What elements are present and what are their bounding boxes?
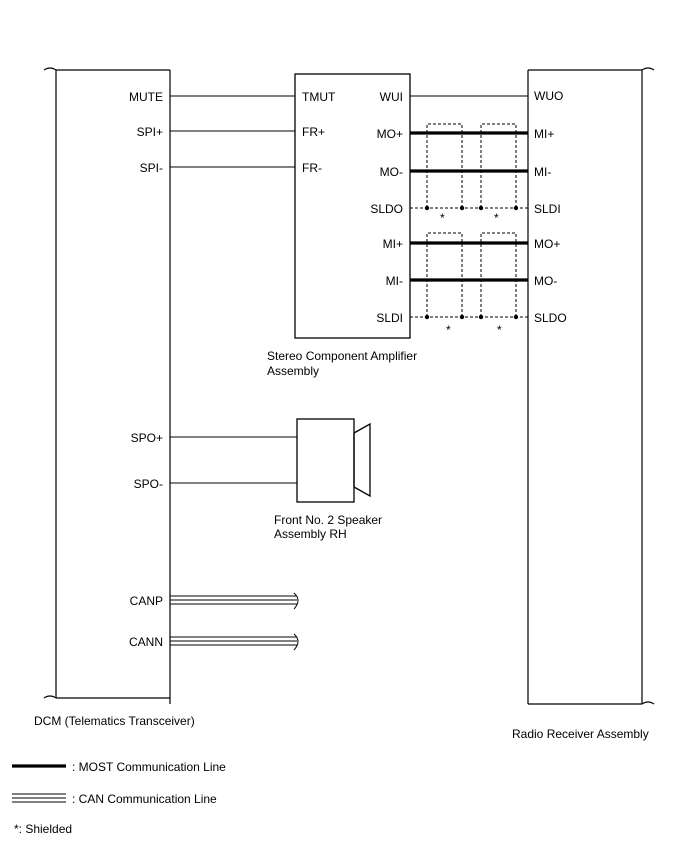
amplifier-label-line2: Assembly [267, 364, 320, 378]
radio-pins [534, 89, 567, 325]
legend [12, 760, 226, 836]
pin-wui: WUI [379, 90, 403, 104]
pin-radio-mo-minus: MO- [534, 274, 558, 288]
amp-left-pins [302, 90, 336, 175]
pin-amp-mi-minus: MI- [385, 274, 403, 288]
amp-right-pins [370, 90, 403, 325]
shield-mark-1: * [440, 211, 445, 225]
pin-radio-mo-plus: MO+ [534, 237, 561, 251]
shield-upper [410, 124, 528, 208]
shield-lower [410, 233, 528, 317]
pin-radio-sldo: SLDO [534, 311, 567, 325]
pin-fr-plus: FR+ [302, 125, 326, 139]
pin-spo-minus: SPO- [133, 477, 163, 491]
speaker-label-line1: Front No. 2 Speaker [274, 513, 383, 527]
can-lines [170, 593, 298, 650]
pin-amp-sldo: SLDO [370, 202, 403, 216]
legend-most: : MOST Communication Line [72, 760, 226, 774]
dcm-label: DCM (Telematics Transceiver) [34, 714, 195, 728]
pin-wuo: WUO [534, 89, 564, 103]
pin-spi-plus: SPI+ [136, 125, 163, 139]
amplifier-component [267, 74, 417, 378]
pin-mute: MUTE [129, 90, 163, 104]
legend-shielded: *: Shielded [14, 822, 73, 836]
pin-spo-plus: SPO+ [130, 431, 163, 445]
shield-mark-2: * [494, 211, 499, 225]
pin-canp: CANP [129, 594, 163, 608]
dcm-pin-labels [129, 90, 163, 649]
speaker-label-line2: Assembly RH [274, 527, 347, 541]
shield-mark-3: * [446, 323, 451, 337]
amplifier-label-line1: Stereo Component Amplifier [267, 349, 418, 363]
shield-mark-4: * [497, 323, 502, 337]
pin-radio-sldi: SLDI [534, 202, 561, 216]
pin-cann: CANN [128, 635, 163, 649]
pin-amp-mo-plus: MO+ [376, 127, 403, 141]
speaker-icon [297, 419, 354, 502]
radio-label: Radio Receiver Assembly [512, 727, 649, 741]
pin-amp-mi-plus: MI+ [382, 237, 403, 251]
pin-spi-minus: SPI- [139, 161, 163, 175]
pin-radio-mi-minus: MI- [534, 165, 552, 179]
pin-tmut: TMUT [302, 90, 336, 104]
dcm-amp-wires [170, 96, 295, 167]
legend-can: : CAN Communication Line [72, 792, 217, 806]
pin-radio-mi-plus: MI+ [534, 127, 555, 141]
speaker-component [170, 419, 382, 541]
can-line-sample [12, 794, 66, 802]
pin-amp-sldi: SLDI [376, 311, 403, 325]
pin-fr-minus: FR- [302, 161, 322, 175]
pin-amp-mo-minus: MO- [379, 165, 403, 179]
